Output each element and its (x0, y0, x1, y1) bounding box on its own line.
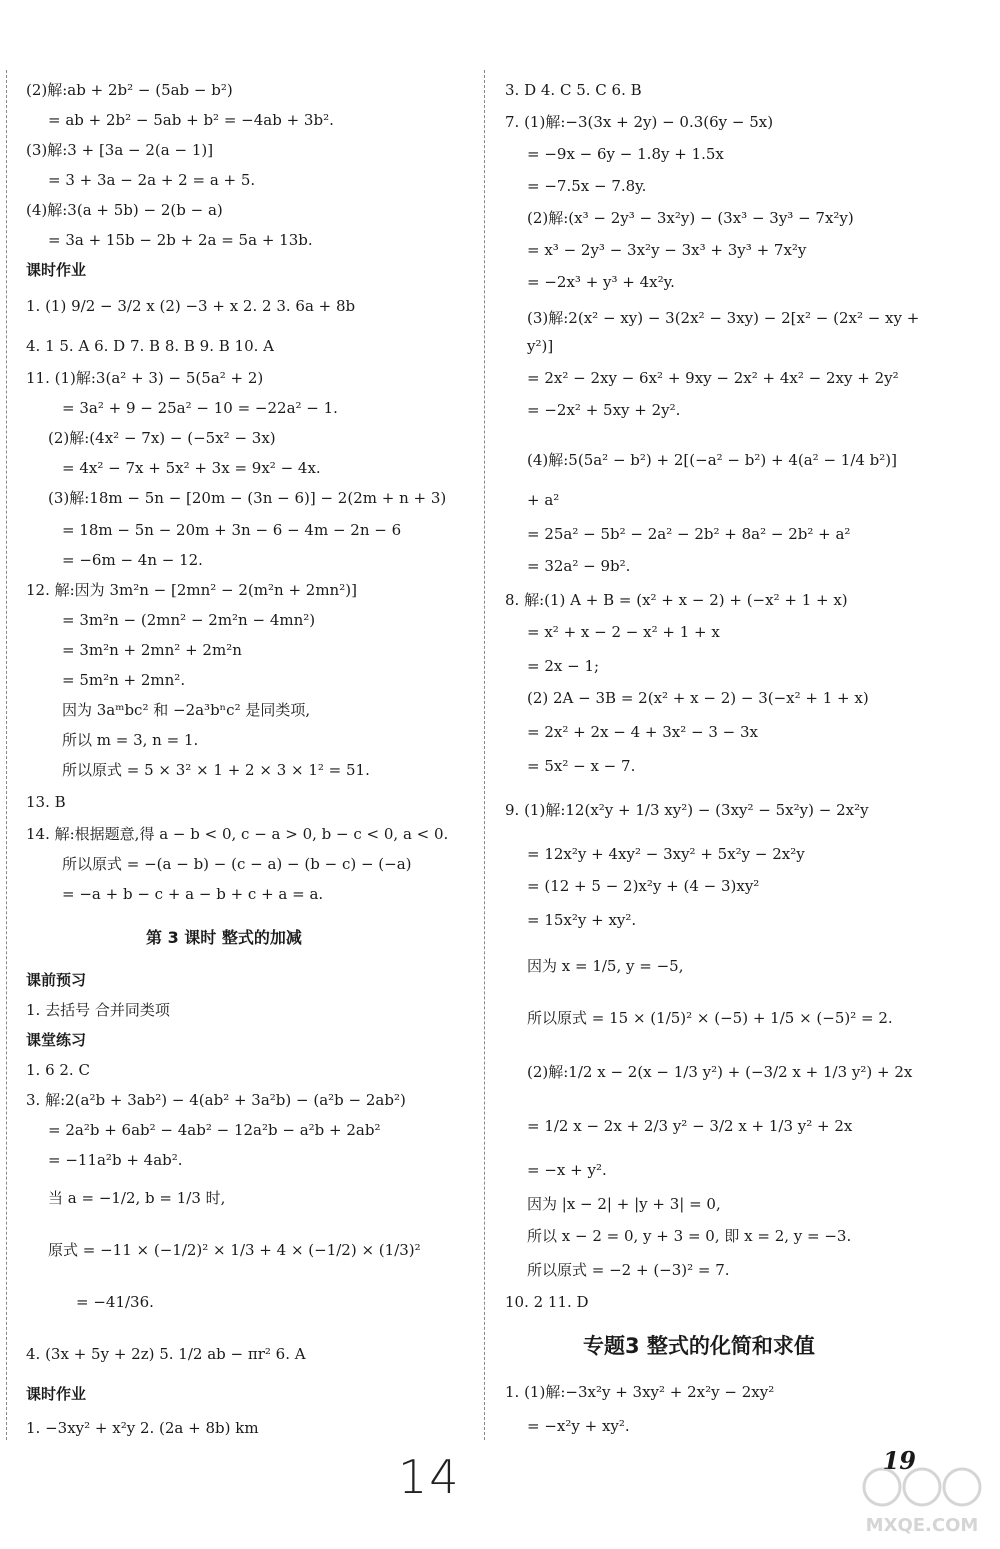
answer-line: = 5m²n + 2mn². (62, 671, 186, 689)
answer-line: 所以原式 = 5 × 3² × 1 + 2 × 3 × 1² = 51. (62, 761, 370, 779)
answer-line: 1. (1)解:−3x²y + 3xy² + 2x²y − 2xy² (505, 1383, 775, 1401)
answer-line: 1. 去括号 合并同类项 (26, 1001, 170, 1019)
answer-line: 14. 解:根据题意,得 a − b < 0, c − a > 0, b − c < 0, a < 0. (26, 825, 449, 843)
answer-line: = 5x² − x − 7. (527, 757, 636, 775)
answer-line: 所以原式 = −(a − b) − (c − a) − (b − c) − (−a) (62, 855, 412, 873)
section-heading: 课时作业 (26, 1385, 87, 1403)
answer-line: (3)解:18m − 5n − [20m − (3n − 6)] − 2(2m + n + 3) (48, 489, 447, 507)
answer-line: = −11a²b + 4ab². (48, 1151, 183, 1169)
answer-line: = −2x³ + y³ + 4x²y. (527, 273, 675, 291)
column-divider (484, 70, 485, 1440)
answer-line: = 25a² − 5b² − 2a² − 2b² + 8a² − 2b² + a² (527, 525, 851, 543)
answer-line: (2)解:1/2 x − 2(x − 1/3 y²) + (−3/2 x + 1/3 y²) + 2x (527, 1063, 913, 1081)
answer-line: 8. 解:(1) A + B = (x² + x − 2) + (−x² + 1 + x) (505, 591, 848, 609)
answer-line: = 3a² + 9 − 25a² − 10 = −22a² − 1. (62, 399, 338, 417)
answer-line: (2)解:(x³ − 2y³ − 3x²y) − (3x³ − 3y³ − 7x²y) (527, 209, 854, 227)
answer-line: = 3a + 15b − 2b + 2a = 5a + 13b. (48, 231, 313, 249)
section-heading: 课前预习 (26, 971, 87, 989)
handwritten-note: 14 (398, 1450, 461, 1504)
answer-line: 4. (3x + 5y + 2z) 5. 1/2 ab − πr² 6. A (26, 1345, 306, 1363)
answer-line: 所以 m = 3, n = 1. (62, 731, 199, 749)
answer-line: 4. 1 5. A 6. D 7. B 8. B 9. B 10. A (26, 337, 275, 355)
answer-line: 所以原式 = −2 + (−3)² = 7. (527, 1261, 730, 1279)
answer-line: = −a + b − c + a − b + c + a = a. (62, 885, 324, 903)
answer-line: 10. 2 11. D (505, 1293, 589, 1311)
answer-line: (2) 2A − 3B = 2(x² + x − 2) − 3(−x² + 1 + x) (527, 689, 869, 707)
page-number: 19 (882, 1446, 916, 1475)
answer-line: (2)解:(4x² − 7x) − (−5x² − 3x) (48, 429, 276, 447)
answer-line: 1. (1) 9/2 − 3/2 x (2) −3 + x 2. 2 3. 6a + 8b (26, 297, 356, 315)
answer-line: = x² + x − 2 − x² + 1 + x (527, 623, 720, 641)
answer-line: (4)解:3(a + 5b) − 2(b − a) (26, 201, 223, 219)
answer-line: = 3 + 3a − 2a + 2 = a + 5. (48, 171, 256, 189)
watermark-logo (852, 1459, 992, 1543)
answer-line: = 2x² + 2x − 4 + 3x² − 3 − 3x (527, 723, 758, 741)
answer-line: = 2x² − 2xy − 6x² + 9xy − 2x² + 4x² − 2xy + 2y² (527, 369, 899, 387)
answer-line: = −9x − 6y − 1.8y + 1.5x (527, 145, 724, 163)
answer-line: = −6m − 4n − 12. (62, 551, 203, 569)
answer-line: = 15x²y + xy². (527, 911, 637, 929)
answer-line: 当 a = −1/2, b = 1/3 时, (48, 1189, 226, 1207)
answer-line: 3. D 4. C 5. C 6. B (505, 81, 642, 99)
answer-line: 原式 = −11 × (−1/2)² × 1/3 + 4 × (−1/2) × (1/3)² (48, 1241, 421, 1259)
lesson-title: 第 3 课时 整式的加减 (146, 928, 302, 947)
answer-line: 13. B (26, 793, 66, 811)
topic-title: 专题3 整式的化简和求值 (583, 1334, 815, 1358)
answer-line: 因为 x = 1/5, y = −5, (527, 957, 684, 975)
answer-line: = 18m − 5n − 20m + 3n − 6 − 4m − 2n − 6 (62, 521, 402, 539)
answer-line: 因为 |x − 2| + |y + 3| = 0, (527, 1195, 721, 1213)
left-margin-line (6, 70, 7, 1440)
answer-line: y²)] (527, 337, 554, 355)
answer-line: 7. (1)解:−3(3x + 2y) − 0.3(6y − 5x) (505, 113, 774, 131)
answer-line: 11. (1)解:3(a² + 3) − 5(5a² + 2) (26, 369, 264, 387)
answer-line: = −2x² + 5xy + 2y². (527, 401, 681, 419)
answer-line: = x³ − 2y³ − 3x²y − 3x³ + 3y³ + 7x²y (527, 241, 807, 259)
answer-line: = 2a²b + 6ab² − 4ab² − 12a²b − a²b + 2ab² (48, 1121, 381, 1139)
watermark-text: MXQE.COM (865, 1515, 979, 1536)
answer-line: 所以 x − 2 = 0, y + 3 = 0, 即 x = 2, y = −3. (527, 1227, 852, 1245)
answer-line: (2)解:ab + 2b² − (5ab − b²) (26, 81, 233, 99)
answer-line: 1. −3xy² + x²y 2. (2a + 8b) km (26, 1419, 259, 1437)
answer-line: = −41/36. (76, 1293, 154, 1311)
answer-line: 1. 6 2. C (26, 1061, 90, 1079)
answer-line: = −x + y². (527, 1161, 607, 1179)
answer-line: (3)解:3 + [3a − 2(a − 1)] (26, 141, 214, 159)
answer-line: = ab + 2b² − 5ab + b² = −4ab + 3b². (48, 111, 334, 129)
answer-line: = 3m²n + 2mn² + 2m²n (62, 641, 242, 659)
answer-line: = −7.5x − 7.8y. (527, 177, 647, 195)
answer-line: = 32a² − 9b². (527, 557, 631, 575)
answer-line: = 4x² − 7x + 5x² + 3x = 9x² − 4x. (62, 459, 321, 477)
answer-line: = 1/2 x − 2x + 2/3 y² − 3/2 x + 1/3 y² + 2x (527, 1117, 853, 1135)
answer-line: = −x²y + xy². (527, 1417, 630, 1435)
answer-line: 12. 解:因为 3m²n − [2mn² − 2(m²n + 2mn²)] (26, 581, 357, 599)
answer-line: + a² (527, 491, 560, 509)
answer-line: 所以原式 = 15 × (1/5)² × (−5) + 1/5 × (−5)² = 2. (527, 1009, 893, 1027)
section-heading: 课堂练习 (26, 1031, 87, 1049)
section-heading: 课时作业 (26, 261, 87, 279)
answer-line: 3. 解:2(a²b + 3ab²) − 4(ab² + 3a²b) − (a²b − 2ab²) (26, 1091, 406, 1109)
answer-line: = (12 + 5 − 2)x²y + (4 − 3)xy² (527, 877, 760, 895)
answer-line: = 2x − 1; (527, 657, 600, 675)
answer-line: 9. (1)解:12(x²y + 1/3 xy²) − (3xy² − 5x²y) − 2x²y (505, 801, 869, 819)
answer-line: (4)解:5(5a² − b²) + 2[(−a² − b²) + 4(a² − 1/4 b²)] (527, 451, 898, 469)
answer-line: (3)解:2(x² − xy) − 3(2x² − 3xy) − 2[x² − (2x² − xy + (527, 309, 920, 327)
answer-line: = 3m²n − (2mn² − 2m²n − 4mn²) (62, 611, 316, 629)
answer-line: = 12x²y + 4xy² − 3xy² + 5x²y − 2x²y (527, 845, 805, 863)
answer-line: 因为 3aᵐbc² 和 −2a³bⁿc² 是同类项, (62, 701, 311, 719)
